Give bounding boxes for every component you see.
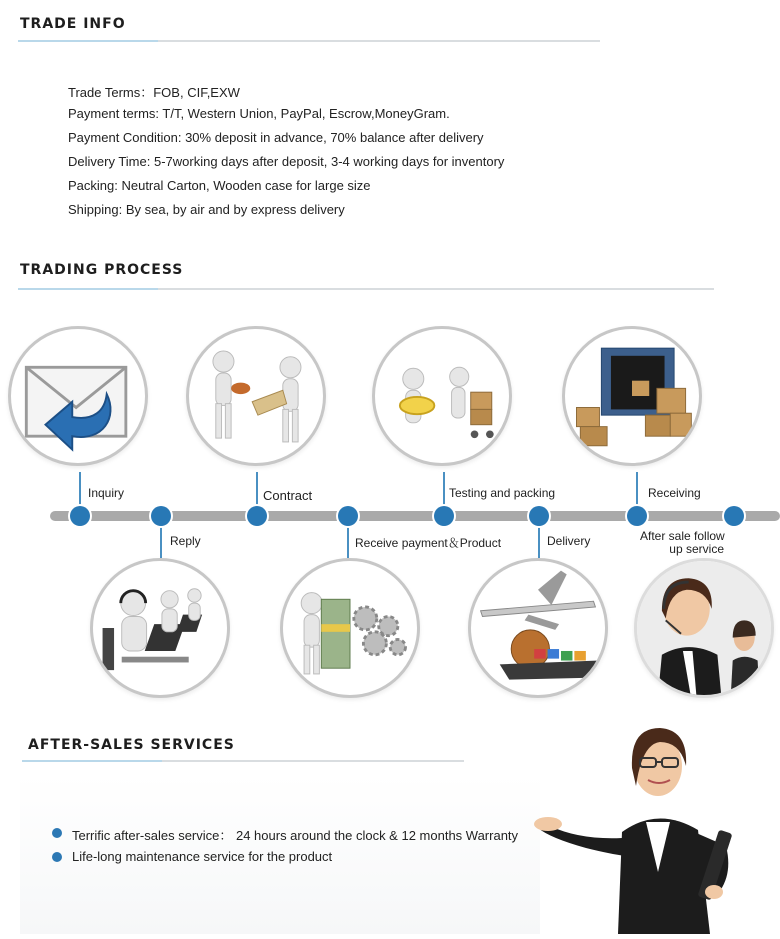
step-after-sale-image [634,558,774,698]
step-contract-image [186,326,326,466]
delivery-connector [538,524,540,558]
step-label-testing: Testing and packing [449,486,556,500]
delivery-time-line: Delivery Time: 5-7working days after deposit, 3-4 working days for inventory [68,154,505,169]
step-label-contract: Contract [263,488,313,503]
envelope-reply-icon [11,329,145,463]
step-label-delivery: Delivery [547,534,591,548]
step-label-after-sale [640,530,724,556]
receiving-connector [636,472,638,508]
reply-node [151,506,171,526]
reply-connector [160,524,162,558]
step-reply-image [90,558,230,698]
after-sales-item-warranty: Terrific after-sales service： 24 hours around the clock & 12 months Warranty [72,828,519,843]
after-sales-divider [22,760,464,762]
trade-terms-line: Trade Terms：FOB, CIF,EXW [68,85,240,100]
inquiry-node [70,506,90,526]
plane-ship-globe-icon [471,561,605,695]
payment-node [338,506,358,526]
receiving-node [627,506,647,526]
bullet-dot [52,852,62,862]
step-label-inquiry: Inquiry [88,486,125,500]
step-label-receiving: Receiving [648,486,701,500]
after-sale-line2: up service [669,542,724,556]
step-payment-image [280,558,420,698]
magnifier-boxes-icon [375,329,509,463]
testing-node [434,506,454,526]
step-label-payment: Receive payment＆Product [355,536,502,550]
trading-process-divider [18,288,714,290]
trade-info-title: TRADE INFO [20,16,126,32]
trade-info-divider [18,40,600,42]
step-inquiry-image [8,326,148,466]
container-boxes-icon [565,329,699,463]
money-gears-icon [283,561,417,695]
payment-condition-line: Payment Condition: 30% deposit in advance, 70% balance after delivery [68,130,484,145]
delivery-node [529,506,549,526]
shipping-line: Shipping: By sea, by air and by express delivery [68,202,345,217]
step-receiving-image [562,326,702,466]
step-delivery-image [468,558,608,698]
bullet-dot [52,828,62,838]
testing-connector [443,472,445,508]
step-label-reply: Reply [170,534,201,548]
step-testing-image [372,326,512,466]
contract-connector [256,472,258,508]
after-sale-line1: After sale follow [640,529,725,543]
handshake-contract-icon [189,329,323,463]
after-sale-node [724,506,744,526]
inquiry-connector [79,472,81,508]
business-woman-icon [530,722,780,934]
contract-node [247,506,267,526]
payment-connector [347,524,349,558]
call-center-icon [93,561,227,695]
packing-line: Packing: Neutral Carton, Wooden case for large size [68,178,371,193]
payment-terms-line: Payment terms: T/T, Western Union, PayPal, Escrow,MoneyGram. [68,106,450,121]
headset-agent-icon [637,561,771,695]
after-sales-title: AFTER-SALES SERVICES [28,737,235,753]
after-sales-item-maintenance: Life-long maintenance service for the product [72,849,333,864]
business-woman-image [530,722,780,934]
trading-process-title: TRADING PROCESS [20,262,184,278]
